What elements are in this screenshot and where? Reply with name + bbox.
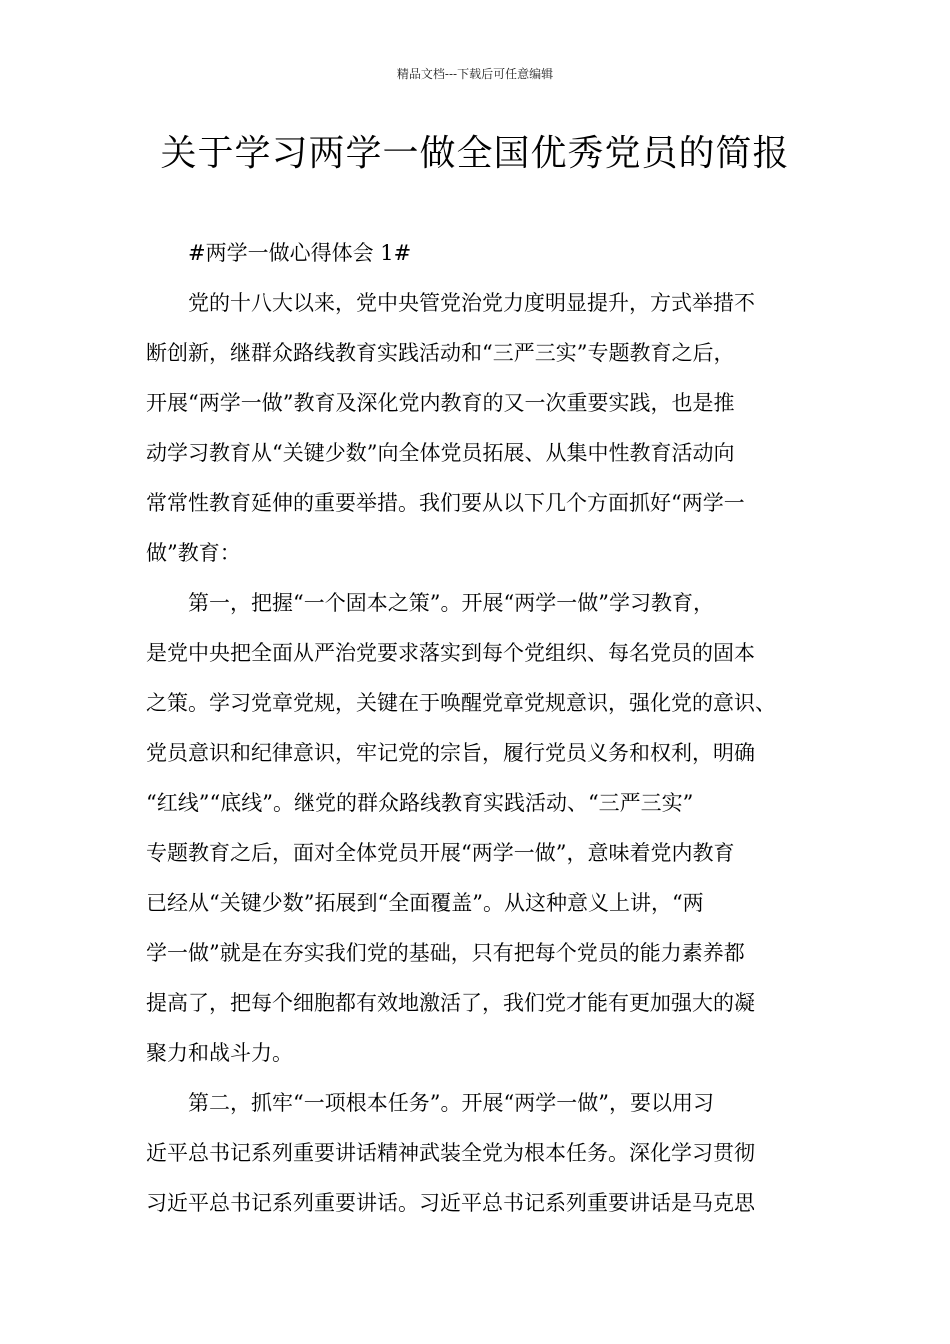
paragraph-line: 党员意识和纪律意识，牢记党的宗旨，履行党员义务和权利，明确: [146, 741, 755, 765]
paragraph-heading-tag: [146, 228, 826, 278]
paragraph-line: 习近平总书记系列重要讲话。习近平总书记系列重要讲话是马克思: [146, 1191, 755, 1215]
document-title: 关于学习两学一做全国优秀党员的简报: [160, 133, 790, 174]
paragraph-second-point: [146, 1078, 826, 1228]
paragraph-line: 做”教育：: [146, 541, 241, 565]
paragraph-line: 是党中央把全面从严治党要求落实到每个党组织、每名党员的固本: [146, 641, 755, 665]
paragraph-line: 第一，把握“一个固本之策”。开展“两学一做”学习教育，: [188, 591, 714, 615]
paragraph-line: 之策。学习党章党规，关键在于唤醒党章党规意识，强化党的意识、: [146, 691, 776, 715]
paragraph-line: 开展“两学一做”教育及深化党内教育的又一次重要实践，也是推: [146, 391, 735, 415]
paragraph-line: 党的十八大以来，党中央管党治党力度明显提升，方式举措不: [188, 291, 755, 315]
paragraph-line: 聚力和战斗力。: [146, 1041, 293, 1065]
paragraph-line: 第二，抓牢“一项根本任务”。开展“两学一做”，要以用习: [188, 1091, 714, 1115]
paragraph-line: 学一做”就是在夯实我们党的基础，只有把每个党员的能力素养都: [146, 941, 745, 965]
header-note: 精品文档---下载后可任意编辑: [396, 67, 554, 81]
paragraph-line: 近平总书记系列重要讲话精神武装全党为根本任务。深化学习贯彻: [146, 1141, 755, 1165]
document-body: [146, 228, 826, 1228]
paragraph-line: 提高了，把每个细胞都有效地激活了，我们党才能有更加强大的凝: [146, 991, 755, 1015]
paragraph-line: 常常性教育延伸的重要举措。我们要从以下几个方面抓好“两学一: [146, 491, 745, 515]
paragraph-line: 专题教育之后，面对全体党员开展“两学一做”，意味着党内教育: [146, 841, 735, 865]
paragraph-intro: [146, 278, 826, 578]
paragraph-line: #两学一做心得体会 1#: [188, 241, 412, 265]
paragraph-first-point: [146, 578, 826, 1078]
paragraph-line: “红线”“底线”。继党的群众路线教育实践活动、“三严三实”: [146, 791, 694, 815]
paragraph-line: 已经从“关键少数”拓展到“全面覆盖”。从这种意义上讲，“两: [146, 891, 704, 915]
paragraph-line: 断创新，继群众路线教育实践活动和“三严三实”专题教育之后，: [146, 341, 735, 365]
paragraph-line: 动学习教育从“关键少数”向全体党员拓展、从集中性教育活动向: [146, 441, 735, 465]
